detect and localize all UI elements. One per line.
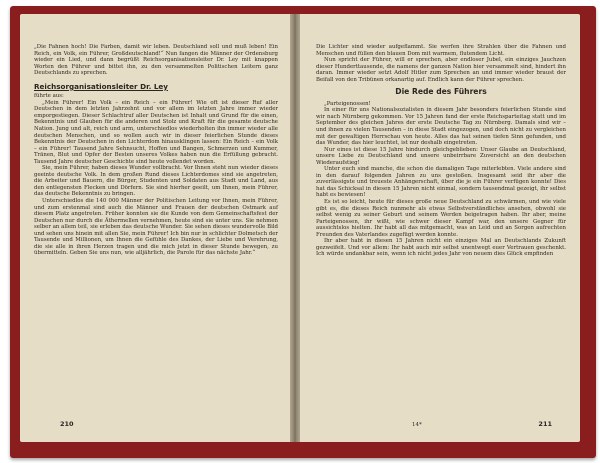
left-paragraph-2: Sie, mein Führer, haben dieses Wunder vollbracht. Vor Ihnen steht nun wieder dieses geeinte deutsche Volk. In dem großen Rund dieses Lichterdomes sind sie angetreten, die Arbeiter und Bauern, die Bürger, Studenten und Soldaten aus Stadt und Land, aus den entlegensten Flecken und Dörfern. Sie sind hierher geeilt, um Ihnen, mein Führer, das deutsche Bekenntnis zu bringen. [34,165,278,198]
printer-signature-mark: 14* [412,422,422,428]
right-paragraph-3: Unter euch sind manche, die schon die damaligen Tage miterlebten. Viele andere sind in den darauf folgenden Jahren zu uns gestoßen. Insgesamt seid ihr aber die zuverlässigste und treueste Anhängerschaft, über die je ein Führer verfügen konnte! Dies hat das Schicksal in diesen 15 Jahren nicht einmal, sondern tausendmal gezeigt, ihr selbst habt es bewiesen! [316,166,566,199]
left-page-number: 210 [60,420,74,428]
left-section-heading: Reichsorganisationsleiter Dr. Ley [34,81,168,91]
right-intro-paragraph-2: Nun spricht der Führer, will er sprechen, aber endloser Jubel, ein einziges Jauchzen dieser Hunderttausende, die namens der ganzen Nation hier versammelt sind, hindert ihn daran. Immer wieder setzt Adolf Hitler zum Sprechen an und immer wieder braust der Beifall von den Tribünen orkanartig auf. Endlich kann der Führer sprechen. [316,57,566,83]
left-heading-sub: führte aus: [34,93,64,100]
right-intro-paragraph: Die Lichter sind wieder aufgeflammt. Sie werfen ihre Strahlen über die Fahnen und Menschen und füllen den blauen Dom mit warmem, flutendem Licht. [316,44,566,57]
left-intro-paragraph: „Die Fahnen hoch! Die Farben, damit wir leben. Deutschland soll und muß leben! Ein Reich, ein Volk, ein Führer, Großdeutschland!“ Nun fangen die Männer der Ordensburg wieder ein Lied, und dann begrüßt Reichsorganisationsleiter Dr. Ley mit knappen Worten den Führer und bittet ihn, zu den versammelten Politischen Leitern ganz Deutschlands zu sprechen. [34,44,278,77]
left-paragraph-3: Unterschiedlos die 140 000 Männer der Politischen Leitung vor Ihnen, mein Führer, und zum erstenmal sind auch die Männer und Frauen der deutschen Ostmark auf diesem Platz angetreten. Früher konnten sie die Kunde von dem Gemeinschaftsfest der Deutschen nur durch die Äthermellen vernehmen, heute sind sie unter uns. Sie nehmen selber an allem teil, sie erleben das deutsche Wunder. Sie sehen dieses wundervolle Bild und sehen uns hinein mit allen Sie, mein Führer! Ich bin nur in schlichter Dolmetsch der Tausende und Millionen, um Ihnen die Gefühle des Dankes, der Liebe und Verehrung, die sie alle in ihren Herzen tragen und die mich jetzt in dieser Stunde bewegen, zu übermitteln. Geben Sie uns nun, wie alljährlich, die Parole für das nächste Jahr.“ [34,198,278,257]
left-page [20,14,290,442]
right-paragraph-1: In einer für uns Nationalsozialisten in diesem Jahr besonders feierlichen Stunde sind wir nach Nürnberg gekommen. Vor 15 Jahren fand der erste Reichsparteitag statt und im September des gleichen Jahres der erste Deutsche Tag zu Nürnberg. Damals sind wir – und ihnen zu vielen Tausenden – in diese Stadt eingezogen, und doch nicht zu vergleichen mit der gewaltigen Herrschau von heute. Alles das hat seinen tiefen Sinn gefunden, und das Wunder, das hier leuchtet, ist nur deshalb eingetreten. [316,107,566,147]
right-paragraph-4: Es ist so leicht, heute für dieses große neue Deutschland zu schwärmen, und wie viele gibt es, die dieses Reich nunmehr als etwas Selbstverständliches ansehen, obwohl sie selbst wenig zu seiner Geburt und seinem Werden beigetragen haben. Ihr aber, meine Parteigenossen, ihr wißt, wie schwer dieser Kampf war, den unsere Gegner für aussichtslos hielten. Ihr habt all das mitgemacht, was an Leid und an Sorgen aufrechten Freunden des Vaterlandes zugefügt werden konnte. [316,199,566,238]
right-page-text [316,44,566,258]
right-section-heading: Die Rede des Führers [395,87,487,97]
right-paragraph-5: Ihr aber habt in diesen 15 Jahren nicht ein einziges Mal an Deutschlands Zukunft gezweifelt. Und vor allem: Ihr habt auch mir selbst unentwegt euer Vertrauen geschenkt. Ich würde undankbar sein, wenn ich nicht jedes Jahr von neuem dies Glück empfinden [316,238,566,258]
speech-salutation: „Parteigenossen! [324,100,371,107]
right-page [300,14,580,442]
right-paragraph-2: Nur eines ist diese 15 Jahre hindurch gleichgeblieben: Unser Glaube an Deutschland, unsere Liebe zu Deutschland und unsere unbeirrbare Zuversicht an den deutschen Wiederaufstieg! [316,146,566,166]
left-paragraph-1: „Mein Führer! Ein Volk – ein Reich – ein Führer! Wie oft ist dieser Ruf aller Deutschen in dem letzten Jahrzehnt und vor allem im letzten Jahre immer wieder emporgestiegen. Dieser Schlachtruf aller Deutschen ist Inhalt und Grund für die einen, Bekenntnis und Glauben für die anderen und Stolz und Kraft für die gesamte deutsche Nation. Jung und alt, reich und arm, unterschiedlos wiederholten ihn immer wieder alle deutschen Menschen, und so wollen auch wir in dieser feierlichen Stunde dieses Bekenntnis der Deutschen in den Lichterdom hinausklingen lassen: Ein Reich – ein Volk – ein Führer! Tausend Jahre Sehnsucht, Hoffen und Bangen, Schmerzen und Kummer, Tränen, Blut und Opfer der Besten unseres Volkes haben nun die Erfüllung gebracht. Tausend Jahre deutscher Geschichte sind heute vollendet worden. [34,99,278,165]
left-page-text [34,44,278,257]
right-page-number: 211 [538,420,552,428]
